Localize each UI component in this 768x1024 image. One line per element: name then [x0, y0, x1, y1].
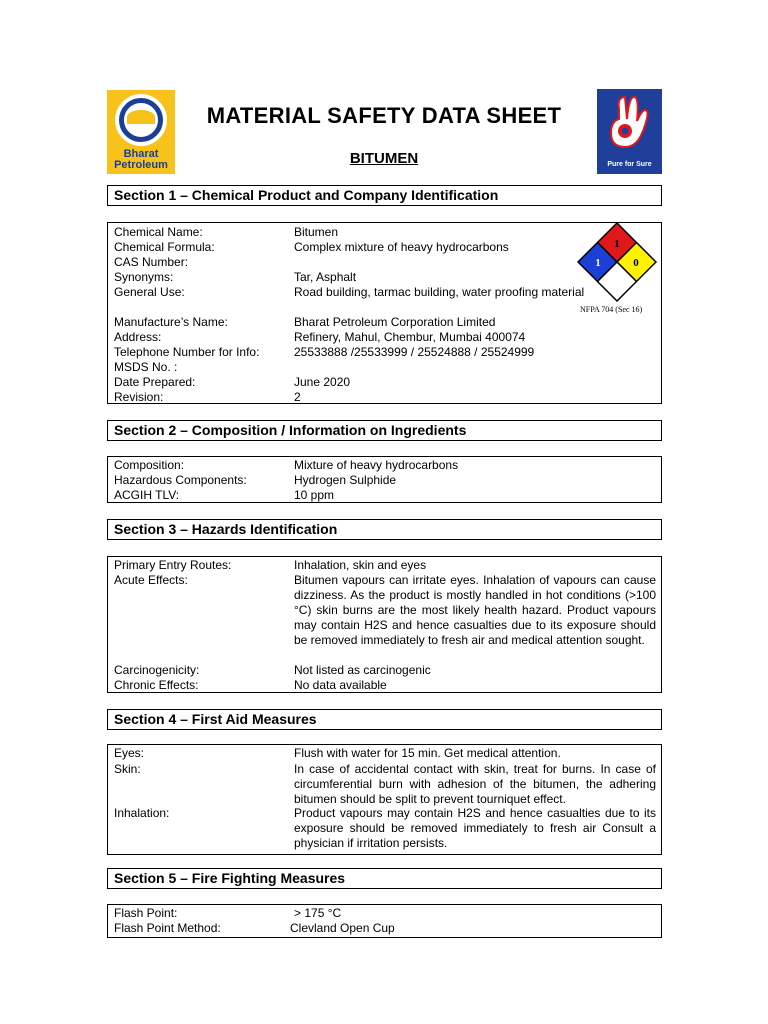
s5-value: Clevland Open Cup [290, 921, 395, 935]
s3-value: Not listed as carcinogenic [294, 663, 431, 677]
s1-label: Date Prepared: [114, 375, 196, 389]
page-subtitle: BITUMEN [349, 150, 419, 167]
s4-value: Product vapours may contain H2S and hence casualties due to its exposure should be removed immediately to fresh air Consult a physician if irritation persists. [294, 806, 656, 850]
s1-label: CAS Number: [114, 255, 189, 269]
s4-label: Inhalation: [114, 806, 170, 820]
nfpa-caption: NFPA 704 (Sec 16) [580, 305, 643, 314]
nfpa-flammability-value: 1 [614, 238, 620, 250]
s1-value: 25533888 /25533999 / 25524888 / 25524999 [294, 345, 535, 359]
s2-value: 10 ppm [294, 488, 335, 502]
s5-label: Flash Point: [114, 906, 178, 920]
s1-label: Chemical Name: [114, 225, 203, 239]
s1-label: Telephone Number for Info: [114, 345, 260, 359]
section-1-heading: Section 1 – Chemical Product and Company Identification [107, 185, 662, 206]
s2-label: Composition: [114, 458, 185, 472]
nfpa-diamond-icon [577, 222, 657, 302]
logo-text-line-1: Bharat [123, 148, 159, 160]
s1-value: 2 [294, 390, 301, 404]
section-5-heading: Section 5 – Fire Fighting Measures [107, 868, 662, 889]
logo-text-line-2: Petroleum [114, 159, 168, 171]
page-title: MATERIAL SAFETY DATA SHEET [206, 103, 562, 128]
s3-value: Inhalation, skin and eyes [294, 558, 427, 572]
section-2-box [107, 456, 662, 503]
s1-value: June 2020 [294, 375, 351, 389]
s2-value: Hydrogen Sulphide [294, 473, 397, 487]
s1-value: Road building, tarmac building, water proofing material [294, 285, 585, 299]
s1-label: Synonyms: [114, 270, 174, 284]
section-5-box [107, 904, 662, 938]
s3-label: Carcinogenicity: [114, 663, 200, 677]
section-2-heading: Section 2 – Composition / Information on Ingredients [107, 420, 662, 441]
s1-label: Manufacture’s Name: [114, 315, 228, 329]
s3-label: Acute Effects: [114, 573, 188, 587]
s1-value: Tar, Asphalt [294, 270, 357, 284]
s4-value: In case of accidental contact with skin, treat for burns. In case of circumferential burn with adhesion of the bitumen, the adhering bitumen should be split to prevent tourniquet effect. [294, 762, 656, 806]
s1-value: Refinery, Mahul, Chembur, Mumbai 400074 [294, 330, 526, 344]
s4-label: Skin: [114, 762, 141, 776]
section-4-heading: Section 4 – First Aid Measures [107, 709, 662, 730]
section-4-box [107, 744, 662, 855]
s1-label: Address: [114, 330, 162, 344]
s2-value: Mixture of heavy hydrocarbons [294, 458, 459, 472]
nfpa-reactivity-value: 0 [633, 257, 639, 269]
s3-value: No data available [294, 678, 387, 692]
section-3-box [107, 556, 662, 693]
s2-label: Hazardous Components: [114, 473, 247, 487]
section-3-heading: Section 3 – Hazards Identification [107, 519, 662, 540]
s3-label: Primary Entry Routes: [114, 558, 232, 572]
s4-value: Flush with water for 15 min. Get medical attention. [294, 746, 561, 760]
s1-value: Bitumen [294, 225, 339, 239]
s2-label: ACGIH TLV: [114, 488, 180, 502]
s1-label: Revision: [114, 390, 164, 404]
s3-value: Bitumen vapours can irritate eyes. Inhalation of vapours can cause dizziness. As the product is mostly handled in hot conditions (>100 °C) skin burns are the most likely health hazard. Product vapours may contain H2S and hence casualties due to its exposure should be removed immediately to fresh air and medical attention sought. [294, 573, 656, 647]
s3-label: Chronic Effects: [114, 678, 199, 692]
logo-tagline: Pure for Sure [607, 161, 652, 168]
s1-value: Complex mixture of heavy hydrocarbons [294, 240, 509, 254]
s1-label: General Use: [114, 285, 185, 299]
s4-label: Eyes: [114, 746, 145, 760]
s1-value: Bharat Petroleum Corporation Limited [294, 315, 496, 329]
s5-value: > 175 °C [294, 906, 342, 920]
s1-label: Chemical Formula: [114, 240, 215, 254]
ok-hand-icon [597, 89, 662, 159]
pure-for-sure-logo [597, 89, 662, 174]
s5-label: Flash Point Method: [114, 921, 221, 935]
s1-label: MSDS No. : [114, 360, 178, 374]
nfpa-health-value: 1 [595, 257, 601, 269]
